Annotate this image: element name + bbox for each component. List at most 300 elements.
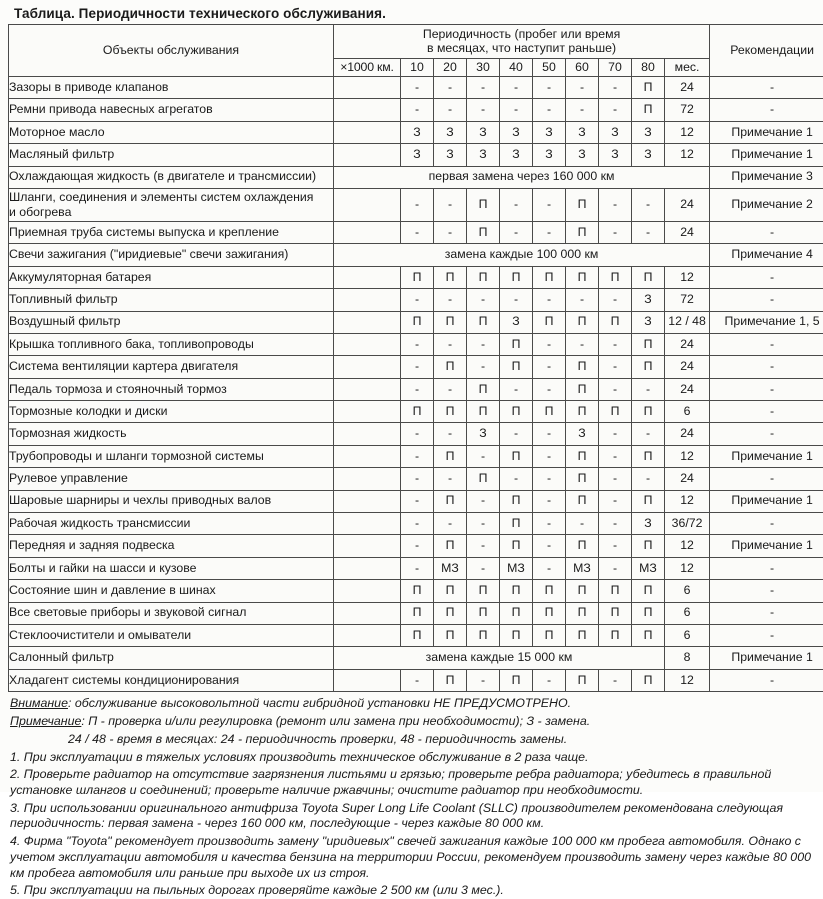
- row-value-cell: -: [467, 333, 500, 355]
- row-value-cell: -: [500, 378, 533, 400]
- row-object-label: Хладагент системы кондиционирования: [9, 669, 334, 691]
- row-value-cell: П: [500, 445, 533, 467]
- row-span-note: замена каждые 100 000 км: [334, 244, 710, 266]
- row-span-note: первая замена через 160 000 км: [334, 166, 710, 188]
- row-months-value: 24: [665, 77, 710, 99]
- note-legend-text: : П - проверка и/или регулировка (ремонт или замена при необходимости); З - замена.: [81, 714, 590, 728]
- row-value-cell: П: [533, 602, 566, 624]
- row-value-cell: П: [401, 624, 434, 646]
- row-km-unit-cell: [334, 490, 401, 512]
- row-value-cell: З: [533, 144, 566, 166]
- table-row: [9, 423, 823, 445]
- row-value-cell: П: [434, 624, 467, 646]
- row-value-cell: -: [599, 513, 632, 535]
- row-km-unit-cell: [334, 221, 401, 243]
- row-value-cell: П: [467, 468, 500, 490]
- row-value-cell: -: [467, 535, 500, 557]
- row-value-cell: -: [599, 378, 632, 400]
- row-value-cell: З: [632, 289, 665, 311]
- row-object-label: Аккумуляторная батарея: [9, 266, 334, 288]
- row-months-value: 24: [665, 378, 710, 400]
- row-value-cell: -: [599, 445, 632, 467]
- row-recommendation: -: [710, 221, 823, 243]
- row-value-cell: -: [401, 188, 434, 221]
- row-value-cell: -: [533, 378, 566, 400]
- footnote-item: 2. Проверьте радиатор на отсутствие загрязнения листьями и грязью; проверьте ребра радиатора; убедитесь в правильной установке шлангов и соединений; проверьте наличие ржавчины; очистите радиатор при необходимости.: [10, 767, 815, 798]
- row-km-unit-cell: [334, 144, 401, 166]
- table-row: [9, 99, 823, 121]
- table-row: [9, 144, 823, 166]
- row-months-value: 6: [665, 580, 710, 602]
- row-object-line2: и обогрева: [9, 205, 333, 220]
- row-value-cell: П: [401, 311, 434, 333]
- row-recommendation: -: [710, 669, 823, 691]
- row-months-value: 8: [665, 647, 710, 669]
- row-recommendation: Примечание 2: [710, 188, 823, 221]
- row-value-cell: П: [401, 266, 434, 288]
- row-value-cell: -: [599, 669, 632, 691]
- row-object-label: Рулевое управление: [9, 468, 334, 490]
- row-value-cell: -: [500, 221, 533, 243]
- row-recommendation: Примечание 1: [710, 121, 823, 143]
- header-periodicity: [334, 25, 710, 59]
- row-value-cell: -: [467, 513, 500, 535]
- row-value-cell: П: [566, 378, 599, 400]
- row-value-cell: -: [467, 356, 500, 378]
- row-object-label: Передняя и задняя подвеска: [9, 535, 334, 557]
- row-value-cell: -: [434, 333, 467, 355]
- row-object-label: Рабочая жидкость трансмиссии: [9, 513, 334, 535]
- row-value-cell: З: [467, 144, 500, 166]
- row-value-cell: П: [566, 356, 599, 378]
- table-row: [9, 535, 823, 557]
- row-recommendation: -: [710, 99, 823, 121]
- row-value-cell: П: [467, 580, 500, 602]
- row-value-cell: П: [434, 445, 467, 467]
- row-km-unit-cell: [334, 602, 401, 624]
- row-months-value: 24: [665, 356, 710, 378]
- note-legend-indent: 24 / 48 - время в месяцах: 24 - периодичность проверки, 48 - периодичность замены.: [68, 732, 815, 748]
- row-value-cell: П: [566, 602, 599, 624]
- row-value-cell: -: [467, 445, 500, 467]
- row-value-cell: П: [500, 669, 533, 691]
- row-object-label: Салонный фильтр: [9, 647, 334, 669]
- row-object-label: Болты и гайки на шасси и кузове: [9, 557, 334, 579]
- row-value-cell: П: [566, 311, 599, 333]
- row-object-label: Система вентиляции картера двигателя: [9, 356, 334, 378]
- row-km-unit-cell: [334, 580, 401, 602]
- row-months-value: 6: [665, 602, 710, 624]
- row-value-cell: П: [632, 490, 665, 512]
- header-km-unit: ×1000 км.: [334, 59, 401, 77]
- row-value-cell: -: [434, 468, 467, 490]
- row-value-cell: -: [434, 289, 467, 311]
- row-value-cell: -: [533, 468, 566, 490]
- row-recommendation: -: [710, 423, 823, 445]
- row-recommendation: -: [710, 468, 823, 490]
- row-object-label: Моторное масло: [9, 121, 334, 143]
- header-tick-40: 40: [500, 59, 533, 77]
- footnote-items: [10, 750, 815, 899]
- row-value-cell: -: [500, 77, 533, 99]
- row-value-cell: -: [599, 490, 632, 512]
- row-value-cell: -: [566, 99, 599, 121]
- row-km-unit-cell: [334, 624, 401, 646]
- row-value-cell: З: [467, 121, 500, 143]
- row-value-cell: П: [632, 445, 665, 467]
- row-value-cell: -: [533, 445, 566, 467]
- header-recommendations: Рекомендации: [710, 25, 823, 77]
- row-value-cell: -: [401, 669, 434, 691]
- row-recommendation: Примечание 1, 5: [710, 311, 823, 333]
- row-value-cell: З: [566, 423, 599, 445]
- header-tick-10: 10: [401, 59, 434, 77]
- row-value-cell: П: [533, 624, 566, 646]
- row-value-cell: П: [566, 624, 599, 646]
- row-object-label: Педаль тормоза и стояночный тормоз: [9, 378, 334, 400]
- row-value-cell: П: [632, 669, 665, 691]
- row-value-cell: -: [533, 221, 566, 243]
- table-row: [9, 244, 823, 266]
- row-months-value: 12: [665, 490, 710, 512]
- row-months-value: 72: [665, 289, 710, 311]
- row-value-cell: П: [401, 401, 434, 423]
- row-value-cell: П: [632, 602, 665, 624]
- row-value-cell: П: [434, 580, 467, 602]
- row-recommendation: -: [710, 557, 823, 579]
- row-value-cell: П: [434, 401, 467, 423]
- row-object-label: Ремни привода навесных агрегатов: [9, 99, 334, 121]
- row-value-cell: П: [467, 188, 500, 221]
- row-value-cell: -: [500, 188, 533, 221]
- row-value-cell: -: [434, 188, 467, 221]
- row-km-unit-cell: [334, 513, 401, 535]
- table-row: [9, 557, 823, 579]
- row-km-unit-cell: [334, 356, 401, 378]
- row-value-cell: -: [533, 99, 566, 121]
- row-recommendation: -: [710, 266, 823, 288]
- row-value-cell: -: [632, 188, 665, 221]
- row-months-value: 72: [665, 99, 710, 121]
- row-km-unit-cell: [334, 121, 401, 143]
- row-value-cell: -: [434, 99, 467, 121]
- row-value-cell: З: [500, 121, 533, 143]
- row-value-cell: П: [566, 490, 599, 512]
- row-km-unit-cell: [334, 423, 401, 445]
- row-months-value: 12: [665, 445, 710, 467]
- row-object-label: Шаровые шарниры и чехлы приводных валов: [9, 490, 334, 512]
- row-object-label: Тормозная жидкость: [9, 423, 334, 445]
- row-value-cell: -: [401, 535, 434, 557]
- row-value-cell: -: [599, 188, 632, 221]
- row-value-cell: З: [500, 311, 533, 333]
- header-objects: Объекты обслуживания: [9, 25, 334, 77]
- row-km-unit-cell: [334, 99, 401, 121]
- row-value-cell: З: [632, 144, 665, 166]
- row-value-cell: П: [599, 401, 632, 423]
- row-value-cell: П: [632, 624, 665, 646]
- row-object-label: Все световые приборы и звуковой сигнал: [9, 602, 334, 624]
- row-value-cell: -: [533, 423, 566, 445]
- row-value-cell: П: [533, 266, 566, 288]
- row-object-line1: Шланги, соединения и элементы систем охлаждения: [9, 190, 313, 204]
- row-object-label: Охлаждающая жидкость (в двигателе и трансмиссии): [9, 166, 334, 188]
- row-value-cell: -: [467, 77, 500, 99]
- row-value-cell: МЗ: [566, 557, 599, 579]
- table-row: [9, 401, 823, 423]
- row-value-cell: З: [566, 121, 599, 143]
- row-value-cell: -: [467, 557, 500, 579]
- row-value-cell: -: [401, 445, 434, 467]
- maintenance-schedule-table: [8, 24, 823, 692]
- table-row: [9, 490, 823, 512]
- row-value-cell: П: [599, 580, 632, 602]
- row-months-value: 12: [665, 669, 710, 691]
- table-row: [9, 221, 823, 243]
- header-months: мес.: [665, 59, 710, 77]
- table-row: [9, 624, 823, 646]
- row-recommendation: -: [710, 289, 823, 311]
- header-tick-30: 30: [467, 59, 500, 77]
- row-recommendation: Примечание 1: [710, 144, 823, 166]
- row-km-unit-cell: [334, 401, 401, 423]
- row-value-cell: -: [599, 289, 632, 311]
- row-recommendation: -: [710, 77, 823, 99]
- row-recommendation: Примечание 3: [710, 166, 823, 188]
- row-value-cell: П: [566, 266, 599, 288]
- table-row: [9, 121, 823, 143]
- row-value-cell: -: [533, 289, 566, 311]
- row-value-cell: П: [632, 333, 665, 355]
- page-title: Таблица. Периодичности технического обслуживания.: [14, 6, 817, 21]
- row-value-cell: П: [434, 602, 467, 624]
- row-recommendation: -: [710, 580, 823, 602]
- row-value-cell: З: [599, 144, 632, 166]
- row-recommendation: -: [710, 513, 823, 535]
- row-recommendation: Примечание 1: [710, 535, 823, 557]
- row-value-cell: -: [401, 77, 434, 99]
- row-value-cell: -: [533, 669, 566, 691]
- row-value-cell: П: [599, 266, 632, 288]
- row-value-cell: -: [401, 99, 434, 121]
- row-value-cell: -: [533, 188, 566, 221]
- row-value-cell: З: [632, 513, 665, 535]
- row-value-cell: П: [500, 624, 533, 646]
- row-value-cell: П: [566, 445, 599, 467]
- row-km-unit-cell: [334, 311, 401, 333]
- table-row: [9, 333, 823, 355]
- row-value-cell: -: [434, 513, 467, 535]
- row-object-label: [9, 188, 334, 221]
- row-months-value: 6: [665, 401, 710, 423]
- table-row: [9, 311, 823, 333]
- footnote-item: 4. Фирма "Toyota" рекомендует производить замену "иридиевых" свечей зажигания каждые 100 000 км пробега автомобиля. Однако с учетом эксплуатации автомобиля и качества бензина на территории России, рекомендуем производить замену через каждые 80 000 км пробега автомобиля или раньше при выходе их из строя.: [10, 834, 815, 881]
- row-value-cell: -: [533, 490, 566, 512]
- row-km-unit-cell: [334, 77, 401, 99]
- row-value-cell: П: [434, 356, 467, 378]
- row-object-label: Состояние шин и давление в шинах: [9, 580, 334, 602]
- row-months-value: 12: [665, 144, 710, 166]
- row-km-unit-cell: [334, 333, 401, 355]
- row-value-cell: -: [533, 557, 566, 579]
- row-value-cell: П: [434, 535, 467, 557]
- table-body: [9, 77, 823, 692]
- table-header: [9, 25, 823, 77]
- row-value-cell: -: [434, 378, 467, 400]
- row-value-cell: З: [401, 121, 434, 143]
- row-value-cell: П: [566, 221, 599, 243]
- row-object-label: Крышка топливного бака, топливопроводы: [9, 333, 334, 355]
- row-value-cell: З: [566, 144, 599, 166]
- row-value-cell: П: [599, 311, 632, 333]
- row-months-value: 12: [665, 121, 710, 143]
- row-value-cell: П: [566, 468, 599, 490]
- row-value-cell: -: [599, 221, 632, 243]
- row-value-cell: МЗ: [434, 557, 467, 579]
- header-tick-60: 60: [566, 59, 599, 77]
- row-value-cell: П: [467, 221, 500, 243]
- row-value-cell: -: [599, 557, 632, 579]
- table-row: [9, 602, 823, 624]
- row-value-cell: -: [401, 423, 434, 445]
- row-value-cell: -: [401, 333, 434, 355]
- row-value-cell: П: [500, 535, 533, 557]
- row-value-cell: П: [632, 580, 665, 602]
- row-months-value: 24: [665, 423, 710, 445]
- row-value-cell: -: [401, 289, 434, 311]
- row-value-cell: -: [599, 77, 632, 99]
- table-row: [9, 580, 823, 602]
- row-recommendation: Примечание 4: [710, 244, 823, 266]
- row-value-cell: З: [599, 121, 632, 143]
- row-value-cell: П: [533, 401, 566, 423]
- row-object-label: Воздушный фильтр: [9, 311, 334, 333]
- row-recommendation: Примечание 1: [710, 490, 823, 512]
- header-tick-70: 70: [599, 59, 632, 77]
- row-value-cell: -: [533, 356, 566, 378]
- row-value-cell: П: [566, 669, 599, 691]
- row-value-cell: П: [632, 99, 665, 121]
- row-recommendation: Примечание 1: [710, 647, 823, 669]
- row-value-cell: П: [500, 490, 533, 512]
- note-legend-line: [10, 714, 815, 730]
- row-value-cell: П: [434, 669, 467, 691]
- row-value-cell: П: [401, 580, 434, 602]
- row-value-cell: П: [467, 401, 500, 423]
- row-value-cell: -: [599, 333, 632, 355]
- row-value-cell: -: [434, 77, 467, 99]
- row-value-cell: З: [500, 144, 533, 166]
- row-recommendation: Примечание 1: [710, 445, 823, 467]
- row-object-label: Приемная труба системы выпуска и крепление: [9, 221, 334, 243]
- header-tick-20: 20: [434, 59, 467, 77]
- row-months-value: 36/72: [665, 513, 710, 535]
- row-value-cell: -: [401, 557, 434, 579]
- row-value-cell: П: [467, 378, 500, 400]
- row-recommendation: -: [710, 378, 823, 400]
- row-months-value: 12 / 48: [665, 311, 710, 333]
- footnote-item: 1. При эксплуатации в тяжелых условиях производить техническое обслуживание в 2 раза чаще.: [10, 750, 815, 766]
- row-value-cell: З: [434, 144, 467, 166]
- row-recommendation: -: [710, 401, 823, 423]
- table-row: [9, 468, 823, 490]
- row-value-cell: П: [500, 401, 533, 423]
- attention-line: [10, 696, 815, 712]
- row-months-value: 12: [665, 535, 710, 557]
- row-km-unit-cell: [334, 669, 401, 691]
- row-value-cell: З: [434, 121, 467, 143]
- row-km-unit-cell: [334, 289, 401, 311]
- row-value-cell: П: [500, 266, 533, 288]
- row-value-cell: -: [467, 490, 500, 512]
- header-tick-50: 50: [533, 59, 566, 77]
- row-value-cell: П: [566, 535, 599, 557]
- row-value-cell: -: [566, 77, 599, 99]
- row-value-cell: П: [533, 311, 566, 333]
- row-value-cell: -: [434, 221, 467, 243]
- row-value-cell: -: [599, 356, 632, 378]
- row-km-unit-cell: [334, 188, 401, 221]
- row-value-cell: П: [500, 513, 533, 535]
- table-row: [9, 445, 823, 467]
- table-row: [9, 647, 823, 669]
- attention-label: Внимание: [10, 696, 68, 710]
- footnote-item: 5. При эксплуатации на пыльных дорогах проверяйте каждые 2 500 км (или 3 мес.).: [10, 883, 815, 899]
- row-months-value: 24: [665, 468, 710, 490]
- row-months-value: 6: [665, 624, 710, 646]
- row-value-cell: З: [401, 144, 434, 166]
- row-object-label: Топливный фильтр: [9, 289, 334, 311]
- row-km-unit-cell: [334, 445, 401, 467]
- row-value-cell: З: [632, 121, 665, 143]
- table-row: [9, 356, 823, 378]
- row-km-unit-cell: [334, 468, 401, 490]
- table-row: [9, 513, 823, 535]
- row-value-cell: -: [599, 99, 632, 121]
- attention-text: : обслуживание высоковольтной части гибридной установки НЕ ПРЕДУСМОТРЕНО.: [68, 696, 571, 710]
- row-value-cell: -: [566, 333, 599, 355]
- row-value-cell: П: [467, 624, 500, 646]
- row-km-unit-cell: [334, 557, 401, 579]
- row-value-cell: МЗ: [632, 557, 665, 579]
- row-value-cell: -: [533, 513, 566, 535]
- row-value-cell: П: [467, 602, 500, 624]
- header-row-top: [9, 25, 823, 59]
- row-months-value: 24: [665, 188, 710, 221]
- note-label: Примечание: [10, 714, 81, 728]
- row-recommendation: -: [710, 356, 823, 378]
- row-value-cell: -: [500, 468, 533, 490]
- table-row: [9, 77, 823, 99]
- row-value-cell: -: [533, 77, 566, 99]
- row-km-unit-cell: [334, 266, 401, 288]
- row-value-cell: П: [632, 401, 665, 423]
- row-value-cell: П: [566, 401, 599, 423]
- row-value-cell: П: [434, 266, 467, 288]
- row-value-cell: -: [599, 535, 632, 557]
- row-value-cell: -: [632, 378, 665, 400]
- row-value-cell: МЗ: [500, 557, 533, 579]
- header-periodicity-line2: в месяцах, что наступит раньше): [334, 42, 709, 56]
- row-value-cell: П: [599, 624, 632, 646]
- table-row: [9, 669, 823, 691]
- row-value-cell: П: [434, 490, 467, 512]
- table-row: [9, 289, 823, 311]
- row-value-cell: П: [632, 266, 665, 288]
- row-object-label: Тормозные колодки и диски: [9, 401, 334, 423]
- header-periodicity-line1: Периодичность (пробег или время: [334, 28, 709, 42]
- row-value-cell: -: [500, 99, 533, 121]
